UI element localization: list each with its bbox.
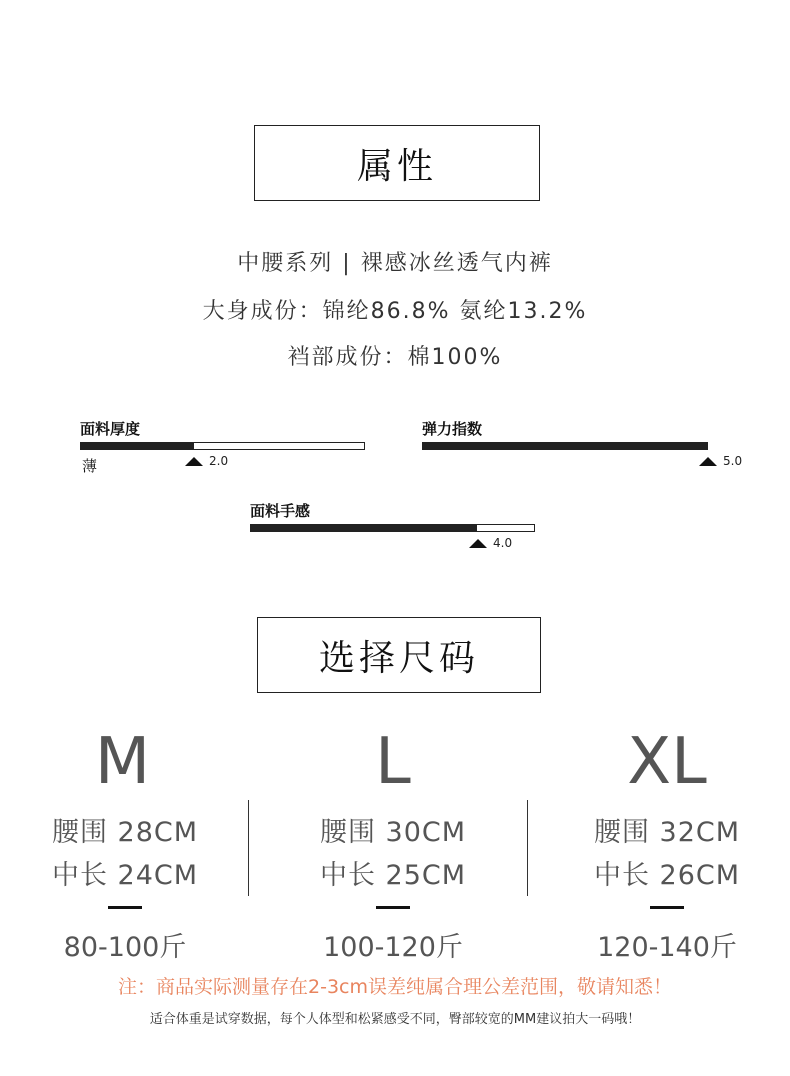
meter-marker — [185, 454, 228, 468]
size-waist: 腰围 30CM — [319, 817, 467, 848]
meter-sub-label: 薄 — [82, 457, 98, 475]
divider-dash — [108, 906, 142, 909]
meter-label: 面料厚度 — [80, 420, 141, 438]
size-letter: XL — [627, 725, 707, 799]
meter-value: 4.0 — [493, 536, 513, 550]
attributes-title: 属性 — [254, 125, 540, 201]
sizes-title: 选择尺码 — [257, 617, 541, 693]
fit-tip: 适合体重是试穿数据，每个人体型和松紧感受不同，臀部较宽的MM建议拍大一码哦！ — [149, 1012, 641, 1027]
meter-fill — [81, 443, 194, 449]
meter-label: 面料手感 — [250, 502, 311, 520]
size-letter: L — [375, 725, 411, 799]
product-series-line: 中腰系列 | 裸感冰丝透气内裤 — [237, 251, 553, 276]
crotch-composition-line: 裆部成份：棉100% — [287, 345, 503, 370]
meter-fill — [423, 443, 707, 449]
meter-track — [250, 524, 535, 532]
meter-track — [80, 442, 365, 450]
size-option-m[interactable] — [0, 725, 250, 964]
size-weight: 100-120斤 — [323, 932, 463, 963]
triangle-up-icon — [699, 457, 717, 466]
size-weight: 120-140斤 — [597, 932, 737, 963]
column-divider — [248, 800, 249, 896]
meter-value: 2.0 — [209, 454, 229, 468]
divider-dash — [650, 906, 684, 909]
meter-track — [422, 442, 708, 450]
triangle-up-icon — [469, 539, 487, 548]
triangle-up-icon — [185, 457, 203, 466]
size-weight: 80-100斤 — [63, 932, 187, 963]
measurement-warning: 注：商品实际测量存在2-3cm误差纯属合理公差范围，敬请知悉！ — [118, 976, 672, 998]
size-waist: 腰围 28CM — [51, 817, 199, 848]
meter-label: 弹力指数 — [422, 420, 483, 438]
meter-value: 5.0 — [723, 454, 743, 468]
size-option-l[interactable] — [268, 725, 518, 964]
size-option-xl[interactable] — [542, 725, 790, 964]
size-length: 中长 25CM — [319, 860, 467, 891]
meter-marker — [469, 536, 512, 550]
meter-fill — [251, 525, 477, 531]
body-composition-line: 大身成份：锦纶86.8% 氨纶13.2% — [202, 299, 588, 324]
size-length: 中长 24CM — [51, 860, 199, 891]
size-length: 中长 26CM — [593, 860, 741, 891]
column-divider — [527, 800, 528, 896]
meter-marker — [699, 454, 742, 468]
divider-dash — [376, 906, 410, 909]
size-letter: M — [94, 725, 151, 799]
size-waist: 腰围 32CM — [593, 817, 741, 848]
